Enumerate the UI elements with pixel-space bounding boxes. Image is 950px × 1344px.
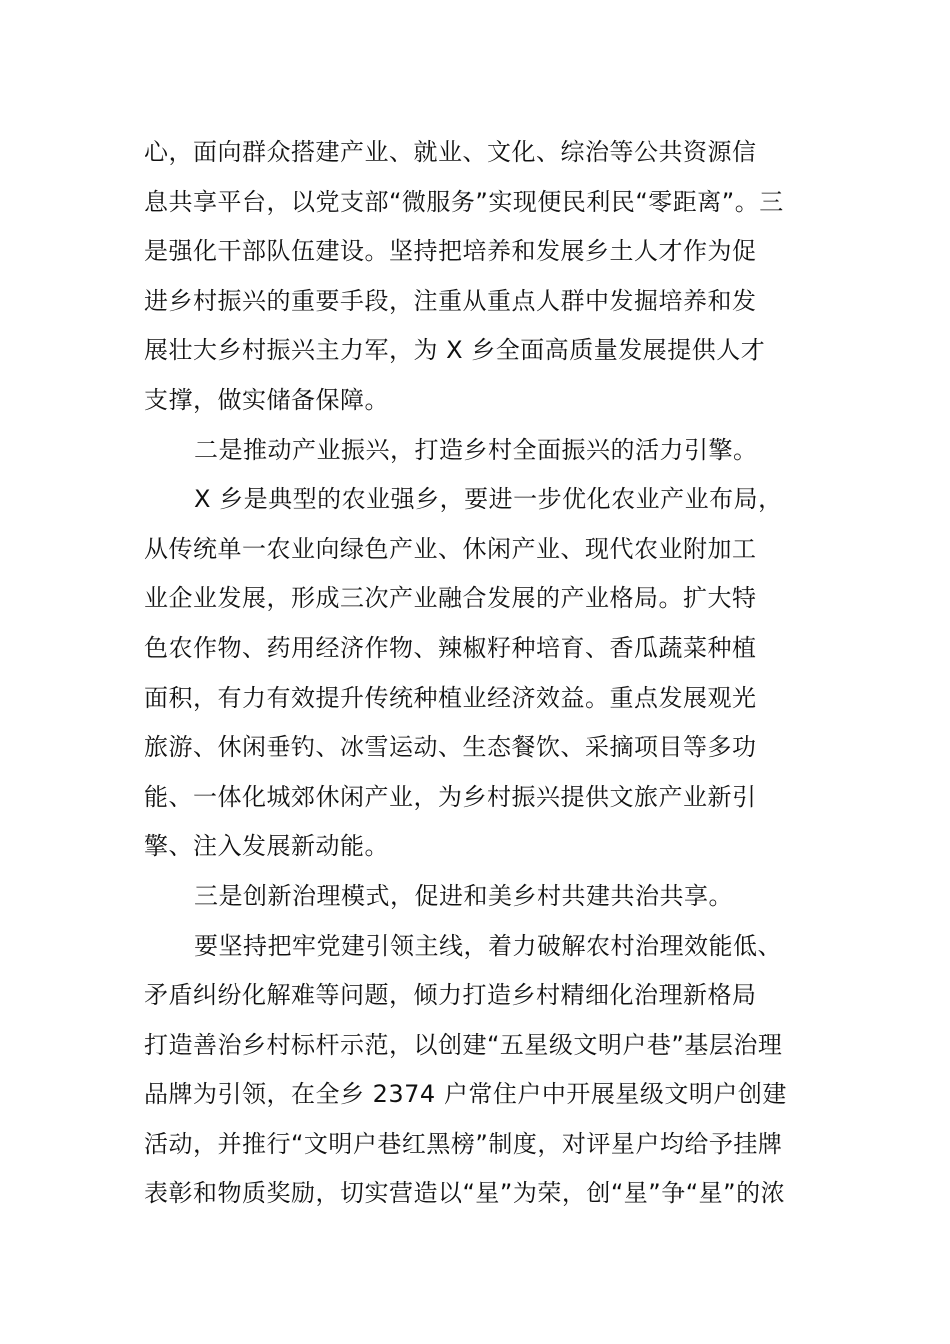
text-line: 息共享平台，以党支部“微服务”实现便民利民“零距离”。三 [144,187,784,216]
text-line: 面积，有力有效提升传统种植业经济效益。重点发展观光 [144,683,757,712]
text-line: 表彰和物质奖励，切实营造以“星”为荣，创“星”争“星”的浓 [144,1179,786,1208]
text-line: 业企业发展，形成三次产业融合发展的产业格局。扩大特 [144,584,757,613]
document-body [144,128,844,1219]
text-line: 展壮大乡村振兴主力军，为 X 乡全面高质量发展提供人才 [144,336,766,365]
text-line: 要坚持把牢党建引领主线，着力破解农村治理效能低、 [194,931,782,960]
text-line: 品牌为引领，在全乡 2374 户常住户中开展星级文明户创建 [144,1080,787,1109]
text-line: X 乡是典型的农业强乡，要进一步优化农业产业布局， [194,485,783,514]
text-line: 色农作物、药用经济作物、辣椒籽种培育、香瓜蔬菜种植 [144,633,757,662]
section-heading: 二是推动产业振兴，打造乡村全面振兴的活力引擎。 [194,435,758,464]
text-line: 旅游、休闲垂钓、冰雪运动、生态餐饮、采摘项目等多功 [144,733,757,762]
text-line: 活动，并推行“文明户巷红黑榜”制度，对评星户均给予挂牌 [144,1129,783,1158]
text-line: 心，面向群众搭建产业、就业、文化、综治等公共资源信 [144,138,757,166]
text-line: 从传统单一农业向绿色产业、休闲产业、现代农业附加工 [144,534,757,563]
text-line: 擎、注入发展新动能。 [144,832,389,861]
text-line: 是强化干部队伍建设。坚持把培养和发展乡土人才作为促 [144,237,757,266]
text-line: 矛盾纠纷化解难等问题，倾力打造乡村精细化治理新格局 [144,981,757,1010]
text-line: 能、一体化城郊休闲产业，为乡村振兴提供文旅产业新引 [144,782,757,811]
text-line: 进乡村振兴的重要手段，注重从重点人群中发掘培养和发 [144,286,757,315]
text-line: 打造善治乡村标杆示范，以创建“五星级文明户巷”基层治理 [144,1030,783,1059]
text-line: 支撑，做实储备保障。 [144,385,389,414]
section-heading: 三是创新治理模式，促进和美乡村共建共治共享。 [194,881,733,910]
